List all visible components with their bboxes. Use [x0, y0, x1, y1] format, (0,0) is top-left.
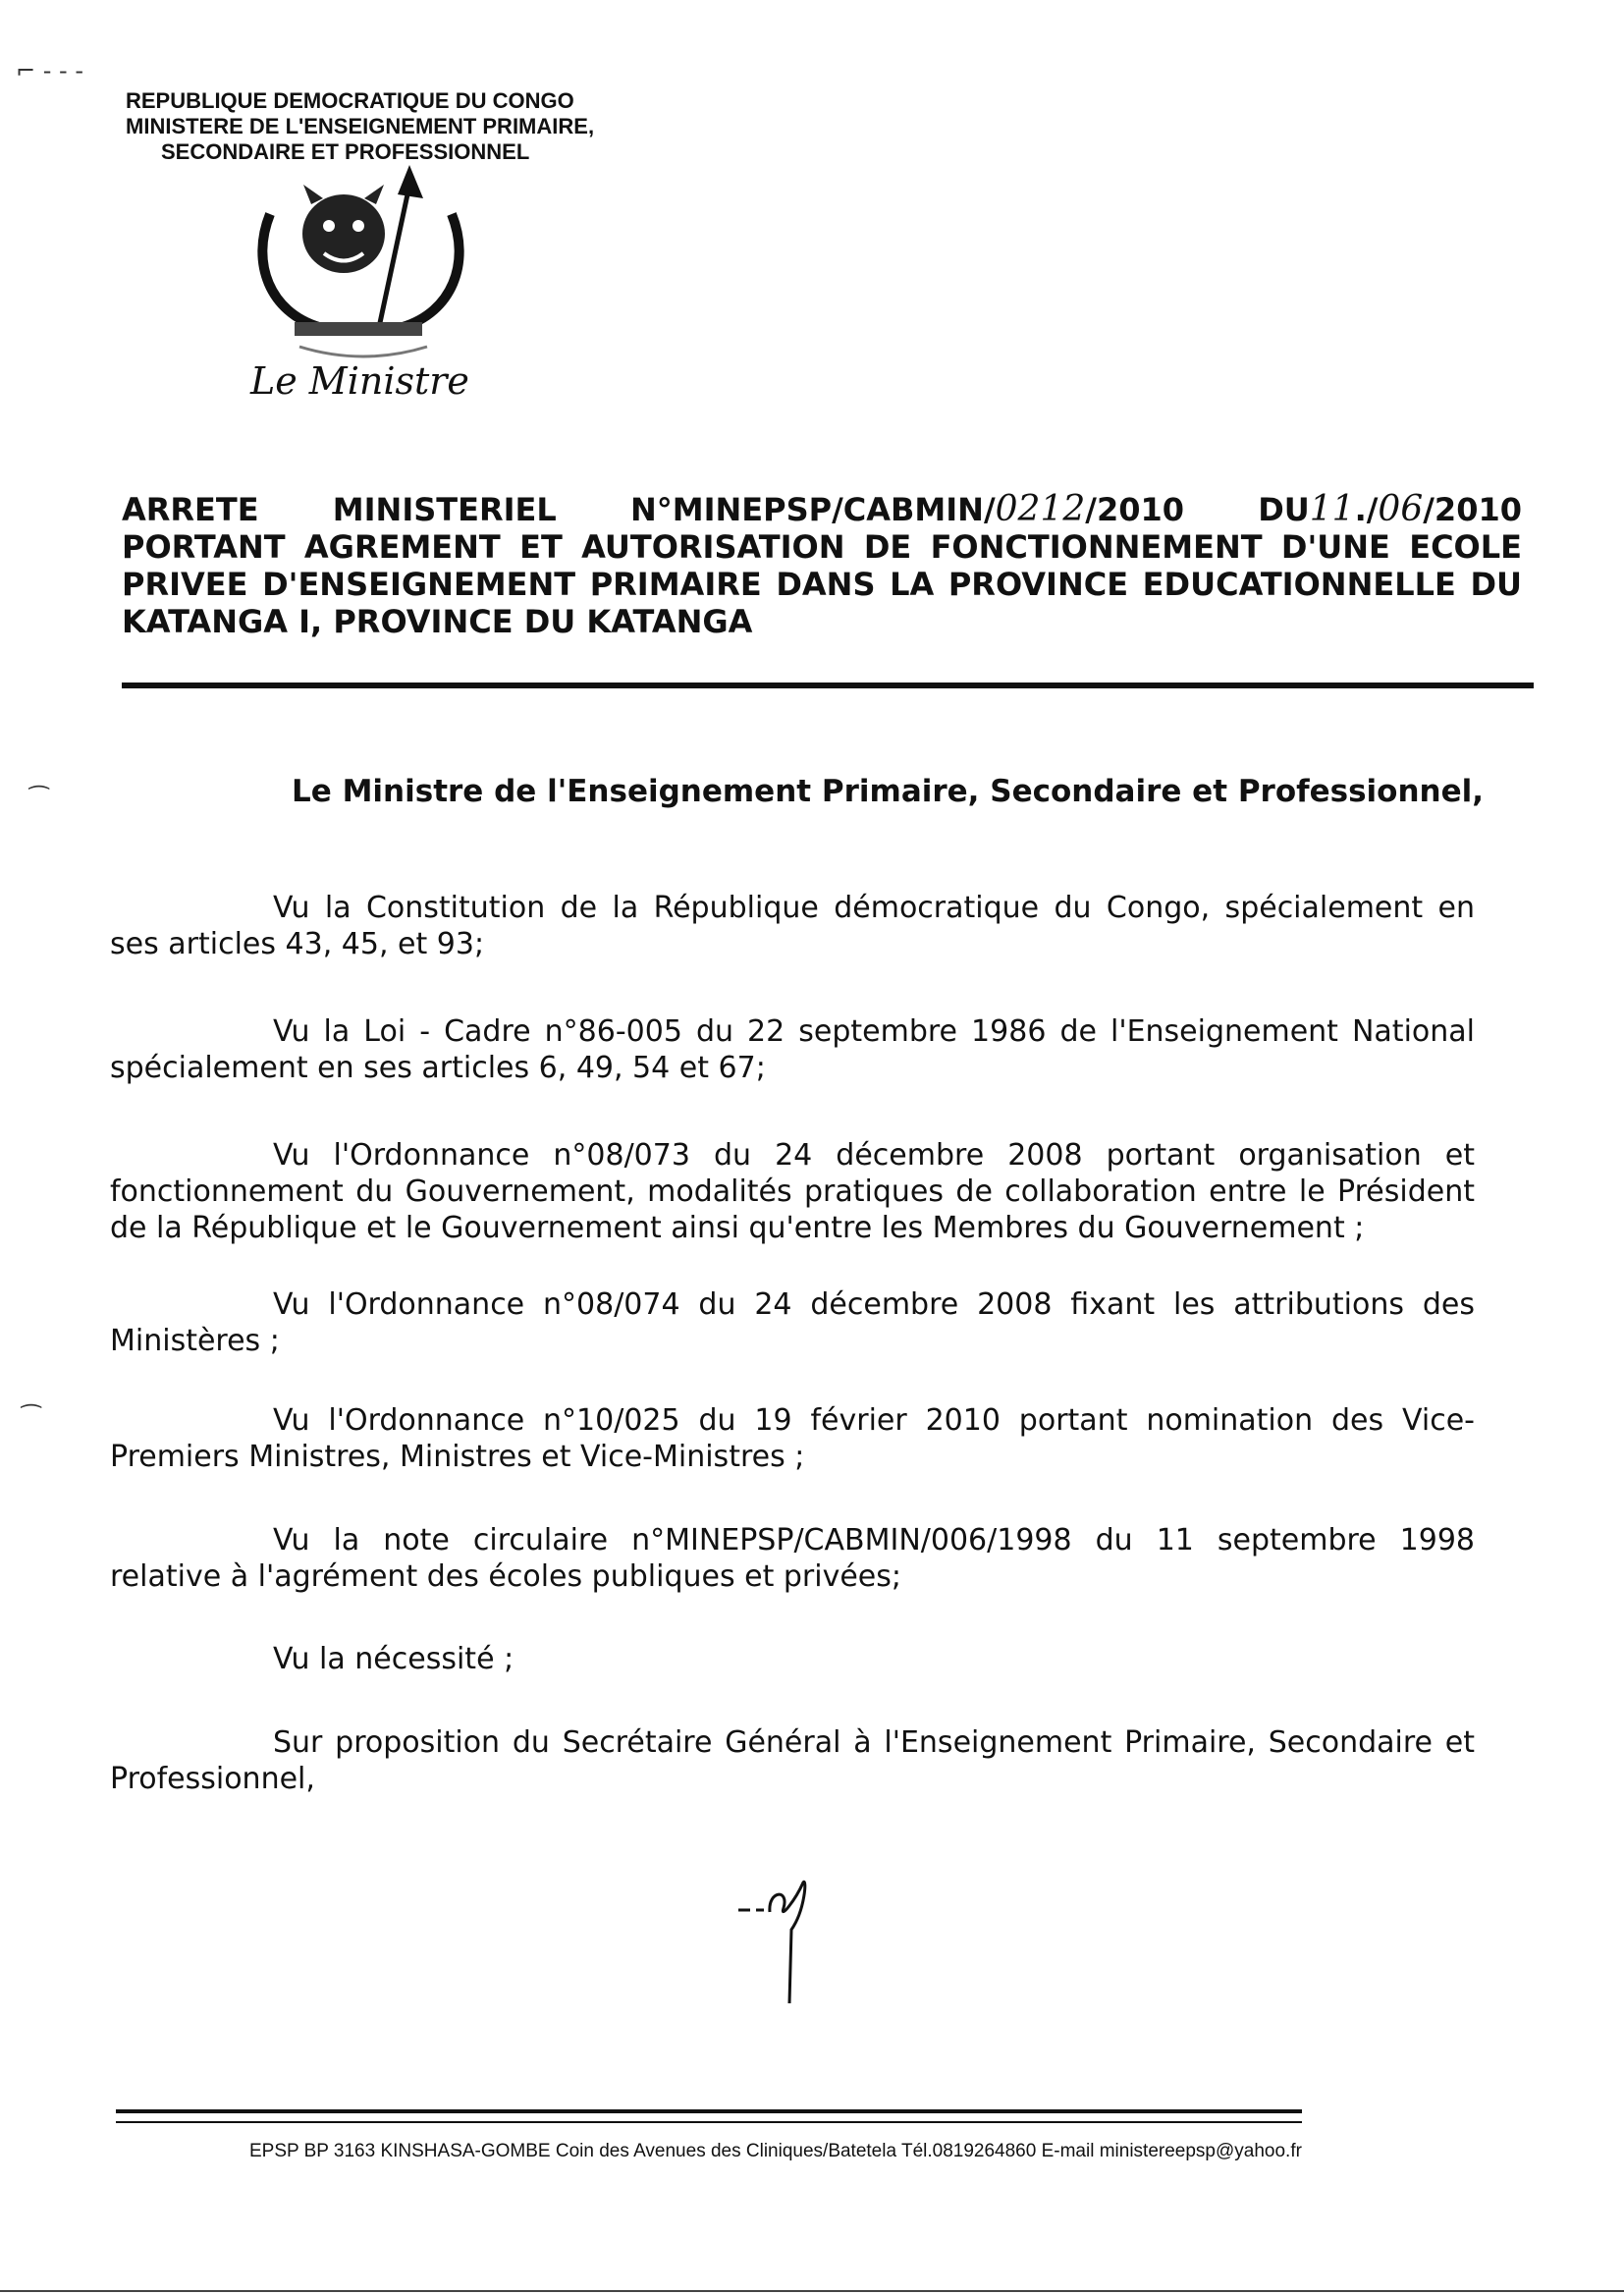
paragraph-text: Vu l'Ordonnance n°10/025 du 19 février 2010 portant nomination des Vice-Premiers Ministres, Ministres et Vice-Ministres ;	[110, 1403, 1475, 1474]
paragraph-loi-cadre	[110, 1013, 1475, 1086]
paragraph-text: Vu la note circulaire n°MINEPSP/CABMIN/006/1998 du 11 septembre 1998 relative à l'agrément des écoles publiques et privées;	[110, 1523, 1475, 1594]
reference-number-handwritten: 0212	[995, 489, 1086, 529]
paragraph-text: Vu l'Ordonnance n°08/073 du 24 décembre 2008 portant organisation et fonctionnement du Gouvernement, modalités pratiques de collaboration entre le Président de la République et le Gouvernement ainsi qu'entre les Membres du Gouvernement ;	[110, 1138, 1475, 1245]
paragraph-ordonnance-10-025	[110, 1402, 1475, 1475]
date-year: /2010	[1423, 491, 1522, 528]
paragraph-note-circulaire	[110, 1522, 1475, 1595]
paragraph-text: Vu la Loi - Cadre n°86-005 du 22 septembre 1986 de l'Enseignement National spécialement en ses articles 6, 49, 54 et 67;	[110, 1014, 1475, 1085]
scan-mark-margin-2: ⁀	[22, 1404, 41, 1432]
decree-reference	[630, 491, 1184, 528]
date-month-handwritten: 06	[1378, 489, 1424, 529]
decree-title-line-2: PORTANT AGREMENT ET AUTORISATION DE FONCTIONNEMENT D'UNE ECOLE	[122, 528, 1522, 566]
reference-prefix: N°MINEPSP/CABMIN/	[629, 491, 996, 528]
decree-title	[122, 491, 1522, 640]
title-divider	[122, 683, 1534, 688]
reference-year: /2010	[1085, 491, 1185, 528]
handwritten-initials	[734, 1871, 823, 2008]
date-prefix: DU	[1258, 491, 1310, 528]
decree-date	[1258, 491, 1522, 528]
minister-heading: Le Ministre de l'Enseignement Primaire, Secondaire et Professionnel,	[292, 774, 1485, 809]
letterhead-country: REPUBLIQUE DEMOCRATIQUE DU CONGO	[126, 88, 574, 113]
decree-title-line-1	[122, 491, 1522, 528]
date-day-handwritten: 11	[1309, 489, 1355, 529]
date-slash: /	[1366, 491, 1379, 528]
letterhead-ministry-cont: SECONDAIRE ET PROFESSIONNEL	[161, 139, 530, 164]
minister-signature-label: Le Ministre	[250, 359, 469, 403]
paragraph-text: Vu l'Ordonnance n°08/074 du 24 décembre 2008 fixant les attributions des Ministères ;	[110, 1287, 1475, 1358]
footer-divider-thin	[116, 2121, 1302, 2123]
paragraph-constitution	[110, 890, 1475, 962]
paragraph-ordonnance-08-074	[110, 1286, 1475, 1359]
decree-title-line-4: KATANGA I, PROVINCE DU KATANGA	[122, 603, 753, 640]
title-word-arrete: ARRETE	[122, 491, 259, 528]
paragraph-ordonnance-08-073	[110, 1137, 1475, 1246]
coat-of-arms-emblem	[241, 165, 486, 371]
footer-address: EPSP BP 3163 KINSHASA-GOMBE Coin des Avenues des Cliniques/Batetela Tél.0819264860 E-mail ministereepsp@yahoo.fr	[249, 2141, 1302, 2161]
letterhead-ministry: MINISTERE DE L'ENSEIGNEMENT PRIMAIRE,	[126, 114, 595, 138]
paragraph-proposition	[110, 1724, 1475, 1797]
date-separator: .	[1354, 491, 1367, 528]
page-bottom-edge	[0, 2290, 1624, 2292]
title-word-ministeriel: MINISTERIEL	[332, 491, 557, 528]
footer-divider	[116, 2109, 1302, 2113]
paragraph-necessite: Vu la nécessité ;	[273, 1642, 514, 1676]
paragraph-text: Sur proposition du Secrétaire Général à l'Enseignement Primaire, Secondaire et Professionnel,	[110, 1725, 1475, 1796]
letterhead	[126, 88, 676, 165]
scan-mark-margin-1: ⁀	[29, 786, 49, 813]
decree-title-line-3: PRIVEE D'ENSEIGNEMENT PRIMAIRE DANS LA PROVINCE EDUCATIONNELLE DU	[122, 566, 1522, 603]
scan-mark-top: ⌐ ‐ ‐ ‐	[16, 57, 83, 84]
paragraph-text: Vu la Constitution de la République démocratique du Congo, spécialement en ses articles 43, 45, et 93;	[110, 891, 1475, 961]
